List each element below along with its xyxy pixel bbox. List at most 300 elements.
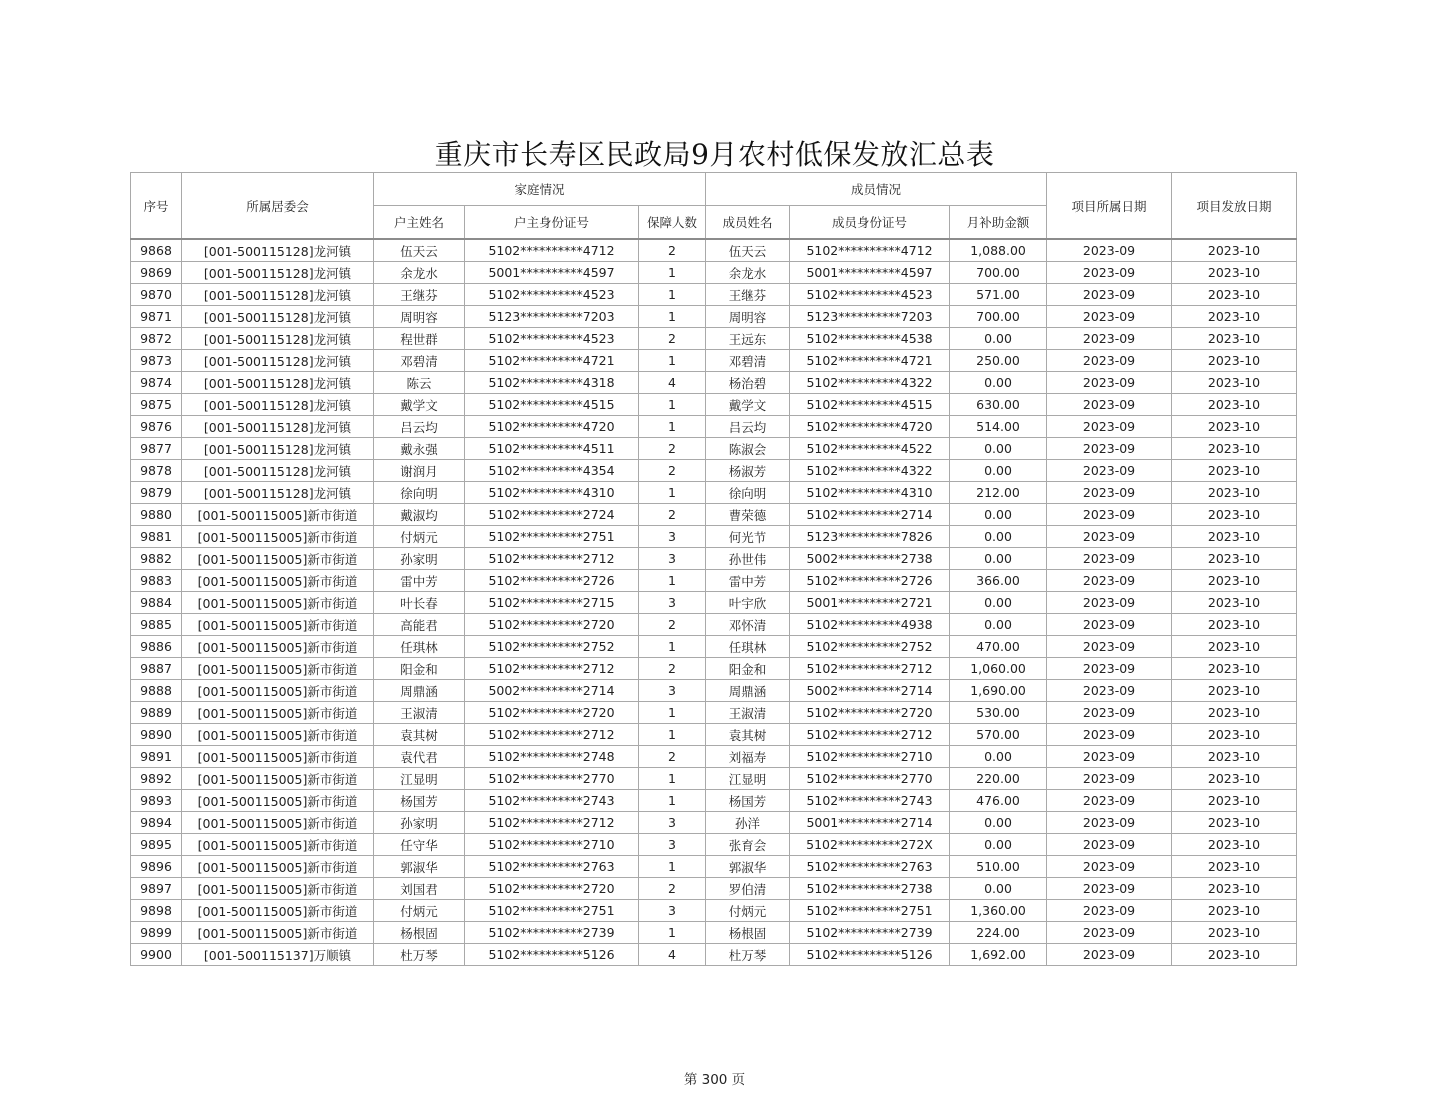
amount-cell: 0.00: [950, 746, 1047, 768]
project-date-cell: 2023-09: [1047, 482, 1172, 504]
table-row: [131, 394, 1297, 416]
amount-cell: 0.00: [950, 834, 1047, 856]
head-name-cell: 杨根固: [374, 922, 465, 944]
member-name-cell: 张育会: [706, 834, 790, 856]
seq-cell: 9880: [131, 504, 182, 526]
head-id-cell: 5102**********2763: [465, 856, 639, 878]
amount-cell: 366.00: [950, 570, 1047, 592]
member-name-cell: 王远东: [706, 328, 790, 350]
project-date-cell: 2023-09: [1047, 438, 1172, 460]
committee-cell: [001-500115137]万顺镇: [182, 944, 374, 966]
head-name-cell: 袁其树: [374, 724, 465, 746]
member-name-cell: 罗伯清: [706, 878, 790, 900]
table-row: [131, 680, 1297, 702]
table-row: [131, 658, 1297, 680]
issue-date-cell: 2023-10: [1172, 834, 1297, 856]
project-date-cell: 2023-09: [1047, 394, 1172, 416]
amount-cell: 0.00: [950, 372, 1047, 394]
member-id-cell: 5002**********2738: [790, 548, 950, 570]
issue-date-cell: 2023-10: [1172, 239, 1297, 262]
amount-cell: 530.00: [950, 702, 1047, 724]
issue-date-cell: 2023-10: [1172, 856, 1297, 878]
header-count: 保障人数: [639, 206, 706, 240]
issue-date-cell: 2023-10: [1172, 460, 1297, 482]
project-date-cell: 2023-09: [1047, 239, 1172, 262]
seq-cell: 9891: [131, 746, 182, 768]
amount-cell: 220.00: [950, 768, 1047, 790]
member-name-cell: 杨淑芳: [706, 460, 790, 482]
amount-cell: 0.00: [950, 614, 1047, 636]
issue-date-cell: 2023-10: [1172, 570, 1297, 592]
table-row: [131, 614, 1297, 636]
member-id-cell: 5102**********4721: [790, 350, 950, 372]
project-date-cell: 2023-09: [1047, 460, 1172, 482]
seq-cell: 9888: [131, 680, 182, 702]
count-cell: 2: [639, 328, 706, 350]
head-id-cell: 5102**********2724: [465, 504, 639, 526]
seq-cell: 9896: [131, 856, 182, 878]
head-name-cell: 刘国君: [374, 878, 465, 900]
amount-cell: 0.00: [950, 438, 1047, 460]
member-id-cell: 5102**********4522: [790, 438, 950, 460]
member-id-cell: 5102**********4322: [790, 372, 950, 394]
head-id-cell: 5102**********2720: [465, 878, 639, 900]
head-id-cell: 5102**********4318: [465, 372, 639, 394]
count-cell: 1: [639, 702, 706, 724]
head-name-cell: 任琪林: [374, 636, 465, 658]
amount-cell: 470.00: [950, 636, 1047, 658]
issue-date-cell: 2023-10: [1172, 416, 1297, 438]
issue-date-cell: 2023-10: [1172, 680, 1297, 702]
member-id-cell: 5102**********2712: [790, 724, 950, 746]
count-cell: 2: [639, 658, 706, 680]
project-date-cell: 2023-09: [1047, 284, 1172, 306]
member-id-cell: 5102**********4712: [790, 239, 950, 262]
issue-date-cell: 2023-10: [1172, 900, 1297, 922]
table-row: [131, 306, 1297, 328]
project-date-cell: 2023-09: [1047, 834, 1172, 856]
head-id-cell: 5102**********5126: [465, 944, 639, 966]
header-seq: 序号: [131, 173, 182, 240]
member-name-cell: 郭淑华: [706, 856, 790, 878]
header-head-id: 户主身份证号: [465, 206, 639, 240]
seq-cell: 9894: [131, 812, 182, 834]
committee-cell: [001-500115005]新市街道: [182, 636, 374, 658]
head-id-cell: 5123**********7203: [465, 306, 639, 328]
head-id-cell: 5102**********4511: [465, 438, 639, 460]
seq-cell: 9898: [131, 900, 182, 922]
project-date-cell: 2023-09: [1047, 680, 1172, 702]
header-member-name: 成员姓名: [706, 206, 790, 240]
member-name-cell: 周鼎涵: [706, 680, 790, 702]
count-cell: 1: [639, 284, 706, 306]
table-row: [131, 944, 1297, 966]
table-row: [131, 702, 1297, 724]
count-cell: 1: [639, 768, 706, 790]
member-name-cell: 雷中芳: [706, 570, 790, 592]
committee-cell: [001-500115005]新市街道: [182, 504, 374, 526]
head-name-cell: 余龙水: [374, 262, 465, 284]
committee-cell: [001-500115128]龙河镇: [182, 284, 374, 306]
seq-cell: 9890: [131, 724, 182, 746]
member-name-cell: 吕云均: [706, 416, 790, 438]
head-name-cell: 郭淑华: [374, 856, 465, 878]
member-name-cell: 杨治碧: [706, 372, 790, 394]
head-name-cell: 王继芬: [374, 284, 465, 306]
amount-cell: 510.00: [950, 856, 1047, 878]
member-name-cell: 戴学文: [706, 394, 790, 416]
head-id-cell: 5102**********4523: [465, 328, 639, 350]
member-name-cell: 曹荣德: [706, 504, 790, 526]
count-cell: 2: [639, 504, 706, 526]
table-row: [131, 790, 1297, 812]
head-name-cell: 付炳元: [374, 900, 465, 922]
project-date-cell: 2023-09: [1047, 944, 1172, 966]
table-row: [131, 328, 1297, 350]
project-date-cell: 2023-09: [1047, 768, 1172, 790]
table-row: [131, 834, 1297, 856]
issue-date-cell: 2023-10: [1172, 878, 1297, 900]
project-date-cell: 2023-09: [1047, 548, 1172, 570]
count-cell: 2: [639, 239, 706, 262]
member-id-cell: 5102**********4523: [790, 284, 950, 306]
header-project-date: 项目所属日期: [1047, 173, 1172, 240]
project-date-cell: 2023-09: [1047, 636, 1172, 658]
committee-cell: [001-500115005]新市街道: [182, 614, 374, 636]
member-name-cell: 伍天云: [706, 239, 790, 262]
member-id-cell: 5123**********7203: [790, 306, 950, 328]
issue-date-cell: 2023-10: [1172, 438, 1297, 460]
table-row: [131, 262, 1297, 284]
head-id-cell: 5102**********2712: [465, 724, 639, 746]
count-cell: 3: [639, 548, 706, 570]
committee-cell: [001-500115005]新市街道: [182, 834, 374, 856]
head-name-cell: 徐向明: [374, 482, 465, 504]
project-date-cell: 2023-09: [1047, 526, 1172, 548]
amount-cell: 1,360.00: [950, 900, 1047, 922]
issue-date-cell: 2023-10: [1172, 526, 1297, 548]
committee-cell: [001-500115005]新市街道: [182, 702, 374, 724]
count-cell: 4: [639, 372, 706, 394]
amount-cell: 1,690.00: [950, 680, 1047, 702]
amount-cell: 514.00: [950, 416, 1047, 438]
table-body: [131, 239, 1297, 966]
committee-cell: [001-500115005]新市街道: [182, 658, 374, 680]
table-row: [131, 878, 1297, 900]
project-date-cell: 2023-09: [1047, 856, 1172, 878]
project-date-cell: 2023-09: [1047, 790, 1172, 812]
seq-cell: 9899: [131, 922, 182, 944]
seq-cell: 9872: [131, 328, 182, 350]
member-id-cell: 5001**********2721: [790, 592, 950, 614]
head-name-cell: 杜万琴: [374, 944, 465, 966]
table-row: [131, 350, 1297, 372]
member-name-cell: 孙世伟: [706, 548, 790, 570]
project-date-cell: 2023-09: [1047, 922, 1172, 944]
head-id-cell: 5102**********4310: [465, 482, 639, 504]
committee-cell: [001-500115005]新市街道: [182, 900, 374, 922]
committee-cell: [001-500115005]新市街道: [182, 922, 374, 944]
issue-date-cell: 2023-10: [1172, 306, 1297, 328]
head-id-cell: 5102**********2710: [465, 834, 639, 856]
member-id-cell: 5102**********4938: [790, 614, 950, 636]
table-row: [131, 746, 1297, 768]
committee-cell: [001-500115005]新市街道: [182, 856, 374, 878]
committee-cell: [001-500115005]新市街道: [182, 724, 374, 746]
count-cell: 1: [639, 922, 706, 944]
member-id-cell: 5102**********2770: [790, 768, 950, 790]
table-row: [131, 416, 1297, 438]
count-cell: 1: [639, 724, 706, 746]
member-name-cell: 徐向明: [706, 482, 790, 504]
committee-cell: [001-500115128]龙河镇: [182, 416, 374, 438]
head-name-cell: 戴学文: [374, 394, 465, 416]
member-name-cell: 杨根固: [706, 922, 790, 944]
seq-cell: 9884: [131, 592, 182, 614]
head-name-cell: 江显明: [374, 768, 465, 790]
head-id-cell: 5102**********4515: [465, 394, 639, 416]
header-committee: 所属居委会: [182, 173, 374, 240]
issue-date-cell: 2023-10: [1172, 504, 1297, 526]
member-name-cell: 叶宇欣: [706, 592, 790, 614]
amount-cell: 700.00: [950, 306, 1047, 328]
member-id-cell: 5102**********2763: [790, 856, 950, 878]
page-number: 第 300 页: [683, 1072, 746, 1088]
amount-cell: 1,692.00: [950, 944, 1047, 966]
committee-cell: [001-500115128]龙河镇: [182, 482, 374, 504]
count-cell: 2: [639, 438, 706, 460]
member-id-cell: 5102**********4322: [790, 460, 950, 482]
count-cell: 3: [639, 834, 706, 856]
member-id-cell: 5001**********4597: [790, 262, 950, 284]
head-id-cell: 5102**********2715: [465, 592, 639, 614]
issue-date-cell: 2023-10: [1172, 548, 1297, 570]
issue-date-cell: 2023-10: [1172, 812, 1297, 834]
issue-date-cell: 2023-10: [1172, 394, 1297, 416]
table-row: [131, 636, 1297, 658]
member-name-cell: 刘福寿: [706, 746, 790, 768]
count-cell: 2: [639, 878, 706, 900]
head-name-cell: 高能君: [374, 614, 465, 636]
head-name-cell: 袁代君: [374, 746, 465, 768]
member-id-cell: 5102**********272X: [790, 834, 950, 856]
head-name-cell: 杨国芳: [374, 790, 465, 812]
project-date-cell: 2023-09: [1047, 306, 1172, 328]
amount-cell: 0.00: [950, 328, 1047, 350]
member-id-cell: 5102**********2710: [790, 746, 950, 768]
member-name-cell: 何光节: [706, 526, 790, 548]
committee-cell: [001-500115005]新市街道: [182, 570, 374, 592]
seq-cell: 9897: [131, 878, 182, 900]
project-date-cell: 2023-09: [1047, 592, 1172, 614]
count-cell: 1: [639, 306, 706, 328]
count-cell: 1: [639, 570, 706, 592]
seq-cell: 9882: [131, 548, 182, 570]
head-id-cell: 5102**********2712: [465, 658, 639, 680]
table-row: [131, 900, 1297, 922]
member-id-cell: 5102**********4538: [790, 328, 950, 350]
member-name-cell: 孙洋: [706, 812, 790, 834]
issue-date-cell: 2023-10: [1172, 922, 1297, 944]
head-id-cell: 5102**********4712: [465, 239, 639, 262]
project-date-cell: 2023-09: [1047, 570, 1172, 592]
amount-cell: 476.00: [950, 790, 1047, 812]
issue-date-cell: 2023-10: [1172, 746, 1297, 768]
member-id-cell: 5102**********2720: [790, 702, 950, 724]
issue-date-cell: 2023-10: [1172, 592, 1297, 614]
count-cell: 1: [639, 636, 706, 658]
head-name-cell: 程世群: [374, 328, 465, 350]
head-name-cell: 孙家明: [374, 548, 465, 570]
head-id-cell: 5102**********2726: [465, 570, 639, 592]
committee-cell: [001-500115128]龙河镇: [182, 394, 374, 416]
committee-cell: [001-500115128]龙河镇: [182, 438, 374, 460]
member-id-cell: 5102**********2743: [790, 790, 950, 812]
member-name-cell: 任琪林: [706, 636, 790, 658]
amount-cell: 0.00: [950, 592, 1047, 614]
member-id-cell: 5102**********5126: [790, 944, 950, 966]
count-cell: 3: [639, 900, 706, 922]
seq-cell: 9895: [131, 834, 182, 856]
project-date-cell: 2023-09: [1047, 614, 1172, 636]
seq-cell: 9874: [131, 372, 182, 394]
table-row: [131, 592, 1297, 614]
committee-cell: [001-500115128]龙河镇: [182, 350, 374, 372]
issue-date-cell: 2023-10: [1172, 372, 1297, 394]
table-row: [131, 812, 1297, 834]
amount-cell: 212.00: [950, 482, 1047, 504]
member-id-cell: 5123**********7826: [790, 526, 950, 548]
seq-cell: 9887: [131, 658, 182, 680]
amount-cell: 630.00: [950, 394, 1047, 416]
project-date-cell: 2023-09: [1047, 878, 1172, 900]
member-id-cell: 5102**********2726: [790, 570, 950, 592]
project-date-cell: 2023-09: [1047, 372, 1172, 394]
seq-cell: 9871: [131, 306, 182, 328]
committee-cell: [001-500115005]新市街道: [182, 548, 374, 570]
seq-cell: 9876: [131, 416, 182, 438]
seq-cell: 9870: [131, 284, 182, 306]
count-cell: 1: [639, 482, 706, 504]
seq-cell: 9869: [131, 262, 182, 284]
header-member-group: 成员情况: [706, 173, 1047, 206]
issue-date-cell: 2023-10: [1172, 262, 1297, 284]
head-id-cell: 5102**********2720: [465, 702, 639, 724]
seq-cell: 9885: [131, 614, 182, 636]
seq-cell: 9878: [131, 460, 182, 482]
amount-cell: 570.00: [950, 724, 1047, 746]
committee-cell: [001-500115128]龙河镇: [182, 460, 374, 482]
header-family-group: 家庭情况: [374, 173, 706, 206]
member-name-cell: 王淑清: [706, 702, 790, 724]
head-id-cell: 5002**********2714: [465, 680, 639, 702]
member-id-cell: 5102**********2738: [790, 878, 950, 900]
issue-date-cell: 2023-10: [1172, 614, 1297, 636]
head-id-cell: 5102**********4721: [465, 350, 639, 372]
count-cell: 2: [639, 614, 706, 636]
table-row: [131, 856, 1297, 878]
member-id-cell: 5102**********4720: [790, 416, 950, 438]
project-date-cell: 2023-09: [1047, 262, 1172, 284]
project-date-cell: 2023-09: [1047, 900, 1172, 922]
header-issue-date: 项目发放日期: [1172, 173, 1297, 240]
count-cell: 3: [639, 526, 706, 548]
committee-cell: [001-500115128]龙河镇: [182, 328, 374, 350]
member-name-cell: 周明容: [706, 306, 790, 328]
head-name-cell: 陈云: [374, 372, 465, 394]
count-cell: 1: [639, 262, 706, 284]
head-id-cell: 5102**********4720: [465, 416, 639, 438]
member-name-cell: 付炳元: [706, 900, 790, 922]
head-name-cell: 吕云均: [374, 416, 465, 438]
head-id-cell: 5102**********4523: [465, 284, 639, 306]
project-date-cell: 2023-09: [1047, 702, 1172, 724]
head-id-cell: 5102**********2739: [465, 922, 639, 944]
head-id-cell: 5102**********2751: [465, 900, 639, 922]
table-row: [131, 239, 1297, 262]
head-id-cell: 5102**********2751: [465, 526, 639, 548]
seq-cell: 9886: [131, 636, 182, 658]
amount-cell: 571.00: [950, 284, 1047, 306]
committee-cell: [001-500115005]新市街道: [182, 878, 374, 900]
head-name-cell: 孙家明: [374, 812, 465, 834]
table-row: [131, 548, 1297, 570]
head-id-cell: 5102**********2743: [465, 790, 639, 812]
committee-cell: [001-500115128]龙河镇: [182, 262, 374, 284]
head-name-cell: 周明容: [374, 306, 465, 328]
project-date-cell: 2023-09: [1047, 724, 1172, 746]
count-cell: 2: [639, 460, 706, 482]
member-id-cell: 5102**********4515: [790, 394, 950, 416]
issue-date-cell: 2023-10: [1172, 768, 1297, 790]
member-name-cell: 杜万琴: [706, 944, 790, 966]
subsidy-table: [130, 172, 1297, 966]
head-id-cell: 5102**********2752: [465, 636, 639, 658]
count-cell: 3: [639, 680, 706, 702]
issue-date-cell: 2023-10: [1172, 658, 1297, 680]
table-row: [131, 922, 1297, 944]
project-date-cell: 2023-09: [1047, 746, 1172, 768]
member-name-cell: 阳金和: [706, 658, 790, 680]
project-date-cell: 2023-09: [1047, 350, 1172, 372]
head-name-cell: 周鼎涵: [374, 680, 465, 702]
head-name-cell: 邓碧清: [374, 350, 465, 372]
head-name-cell: 王淑清: [374, 702, 465, 724]
member-name-cell: 袁其树: [706, 724, 790, 746]
committee-cell: [001-500115005]新市街道: [182, 768, 374, 790]
seq-cell: 9892: [131, 768, 182, 790]
project-date-cell: 2023-09: [1047, 416, 1172, 438]
committee-cell: [001-500115128]龙河镇: [182, 239, 374, 262]
member-name-cell: 邓碧清: [706, 350, 790, 372]
member-id-cell: 5102**********2739: [790, 922, 950, 944]
committee-cell: [001-500115005]新市街道: [182, 526, 374, 548]
member-id-cell: 5102**********2752: [790, 636, 950, 658]
seq-cell: 9877: [131, 438, 182, 460]
project-date-cell: 2023-09: [1047, 328, 1172, 350]
seq-cell: 9881: [131, 526, 182, 548]
count-cell: 3: [639, 592, 706, 614]
amount-cell: 224.00: [950, 922, 1047, 944]
header-member-id: 成员身份证号: [790, 206, 950, 240]
member-name-cell: 陈淑会: [706, 438, 790, 460]
member-name-cell: 杨国芳: [706, 790, 790, 812]
project-date-cell: 2023-09: [1047, 658, 1172, 680]
amount-cell: 1,060.00: [950, 658, 1047, 680]
head-name-cell: 阳金和: [374, 658, 465, 680]
count-cell: 1: [639, 350, 706, 372]
committee-cell: [001-500115005]新市街道: [182, 680, 374, 702]
